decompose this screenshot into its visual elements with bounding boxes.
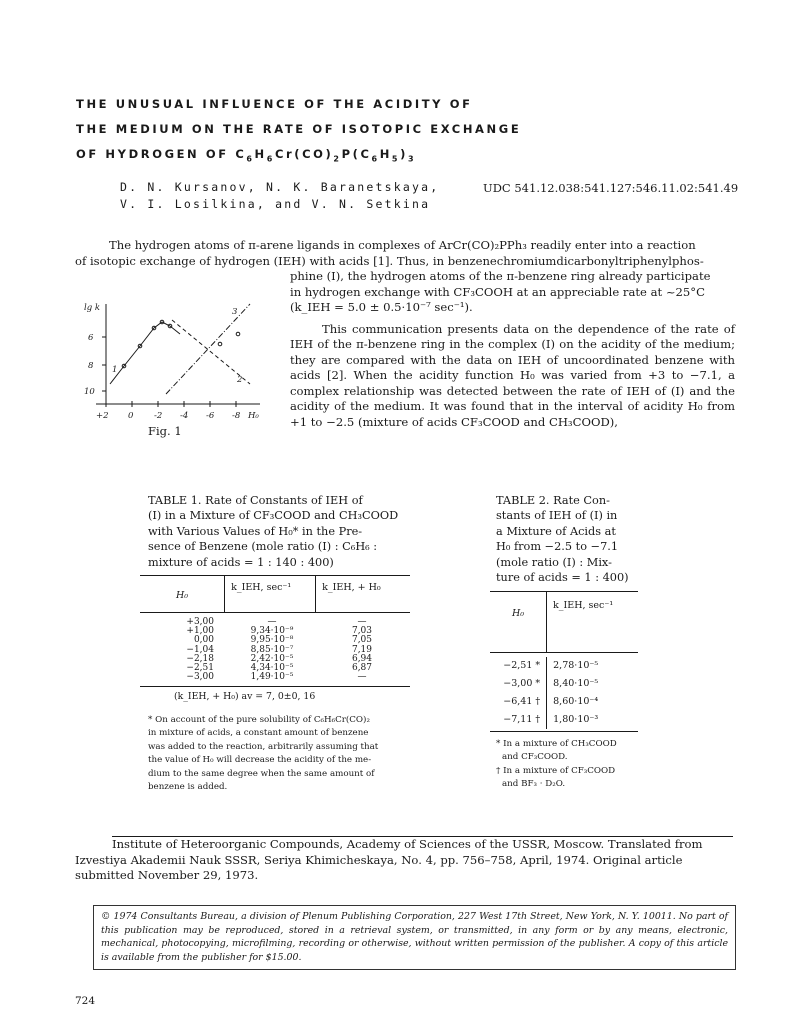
- table-2-footnotes: * In a mixture of CH₃COOD and CF₃COOD. † In a mixture of CF₃COOD and BF₃ · D₂O.: [496, 739, 617, 790]
- y-tick-label-6: 6: [88, 333, 94, 343]
- x-axis-label: H₀: [248, 411, 259, 421]
- table-1: [140, 575, 410, 702]
- table-1-average: (k_IEH, + H₀) av = 7, 0±0, 16: [174, 691, 316, 703]
- udc-code: UDC 541.12.038:541.127:546.11.02:541.49: [483, 181, 739, 195]
- table-row: +1,00: [186, 626, 214, 637]
- table-row: −7,11 †: [503, 714, 541, 725]
- figure-1-caption: Fig. 1: [148, 424, 182, 438]
- table-row: −6,41 †: [503, 696, 541, 707]
- table-2-col-h0: [490, 657, 546, 729]
- table-2-header: [490, 591, 638, 653]
- authors-line-1: D. N. Kursanov, N. K. Baranetskaya,: [120, 180, 440, 194]
- table-1-col-k-h0: — 7,03 7,05 7,19 6,94 6,87 —: [351, 617, 373, 683]
- intro-full-width: [75, 237, 735, 269]
- table-1-body: [140, 613, 410, 687]
- table-1-header: [140, 575, 410, 613]
- table-1-header-k: k_IEH, sec⁻¹: [224, 576, 315, 612]
- figure-1-plot: [82, 298, 282, 438]
- institute-note: Institute of Heteroorganic Compounds, Academy of Sciences of the USSR, Moscow. Translated from Izvestiya Akademii Nauk SSSR, Seriya Khimicheskaya, No. 4, pp. 756–758, April, 1974. Original article submitted November 29, 1973.: [75, 837, 703, 882]
- intro-right-line-1: phine (I), the hydrogen atoms of the π-benzene ring already participate: [290, 269, 711, 283]
- table-1-header-k-h0: k_IEH, + H₀: [315, 576, 410, 612]
- title-line-2: THE MEDIUM ON THE RATE OF ISOTOPIC EXCHANGE: [76, 122, 522, 136]
- intro-paragraph-2: This communication presents data on the dependence of the rate of IEH of the π-benzene ring in the complex (I) on the acidity of the medium; they are compared with the data on IEH of uncoordinated benzene with acids [2]. When the acidity function H₀ was varied from +3 to −7.1, a complex relationship was detected between the rate of IEH of (I) and the acidity of the medium. It was found that in the interval of acidity H₀ from +1 to −2.5 (mixture of acids CF₃COOD and CH₃COOD),: [290, 321, 735, 429]
- intro-right-line-2: in hydrogen exchange with CF₃COOH at an appreciable rate at ~25°C: [290, 284, 705, 299]
- page-number: 724: [75, 995, 96, 1007]
- table-row: −2,51: [186, 663, 214, 674]
- table-2-body: [490, 653, 638, 732]
- x-tick-label-m8: -8: [232, 411, 241, 421]
- y-tick-label-8: 8: [88, 361, 94, 371]
- table-2-header-h0: H₀: [511, 608, 525, 619]
- table-row: 0,00: [193, 635, 214, 646]
- table-2-col-k: 2,78·10⁻⁵ 8,40·10⁻⁵ 8,60·10⁻⁴ 1,80·10⁻³: [546, 657, 638, 729]
- authors-line-2: V. I. Losilkina, and V. N. Setkina: [120, 197, 431, 211]
- table-1-footnote: * On account of the pure solubility of C₆H₆Cr(CO)₂ in mixture of acids, a constant amount of benzene was added to the reaction, arbitrarily assuming that the value of H₀ will decrease the acidity of the me- dium to the same degree when the same amount of benzene is added.: [148, 715, 379, 793]
- table-row: +3,00: [186, 617, 214, 627]
- intro-line-1: The hydrogen atoms of π-arene ligands in complexes of ArCr(CO)₂PPh₃ readily enter into a reaction: [109, 238, 696, 252]
- title-line-1: THE UNUSUAL INFLUENCE OF THE ACIDITY OF: [76, 97, 473, 111]
- table-1-col-h0: [140, 618, 228, 682]
- curve-label-3: 3: [232, 307, 238, 317]
- x-tick-label-0: 0: [128, 411, 134, 421]
- intro-right-line-3: (k_IEH = 5.0 ± 0.5·10⁻⁷ sec⁻¹).: [290, 300, 473, 314]
- curve-label-2: 2: [237, 375, 243, 385]
- table-row: −3,00: [186, 672, 214, 683]
- intro-right-column: [290, 269, 735, 430]
- x-tick-label-p2: +2: [96, 411, 109, 421]
- table-row: −2,51 *: [503, 660, 541, 671]
- table-1-header-h0: H₀: [175, 590, 189, 601]
- curve-1: [110, 322, 180, 384]
- x-tick-label-m4: -4: [180, 411, 189, 421]
- x-tick-label-m6: -6: [206, 411, 215, 421]
- y-tick-label-10: 10: [84, 387, 95, 397]
- table-row: −3,00 *: [503, 678, 541, 689]
- table-2-header-k: k_IEH, sec⁻¹: [546, 592, 638, 652]
- figure-1: [82, 298, 282, 438]
- curve-label-1: 1: [112, 365, 118, 375]
- intro-line-2: of isotopic exchange of hydrogen (IEH) with acids [1]. Thus, in benzenechromiumdicarbonyltriphenylphos-: [75, 254, 704, 268]
- title-line-3: OF HYDROGEN OF $C_6H_6Cr(CO)_2P(C_6H_5)_3$: [76, 147, 417, 164]
- x-tick-label-m2: -2: [154, 411, 163, 421]
- table-2-caption: TABLE 2. Rate Con- stants of IEH of (I) in a Mixture of Acids at H₀ from −2.5 to −7.1 (mole ratio (I) : Mix- ture of acids = 1 : 400): [496, 494, 629, 585]
- table-row: −1,04: [186, 644, 214, 655]
- table-row: −2,18: [186, 653, 214, 664]
- copyright-box: © 1974 Consultants Bureau, a division of Plenum Publishing Corporation, 227 West 17th Street, New York, N. Y. 10011. No part of this publication may be reproduced, stored in a retrieval system, or transmitted, in any form or by any means, electronic, mechanical, photocopying, microfilming, recording or otherwise, without written permission of the publisher. A copy of this article is available from the publisher for $15.00.: [93, 905, 736, 970]
- table-1-col-k: — 9,34·10⁻⁹ 9,95·10⁻⁸ 8,85·10⁻⁷ 2,42·10⁻⁵ 4,34·10⁻⁵ 1,49·10⁻⁵: [250, 617, 294, 683]
- table-2: [490, 591, 638, 732]
- table-1-caption: TABLE 1. Rate of Constants of IEH of (I) in a Mixture of CF₃COOD and CH₃COOD with Various Values of H₀* in the Pre- sence of Benzene (mole ratio (I) : C₆H₆ : mixture of acids = 1 : 140 : 400): [148, 494, 399, 569]
- y-axis-label: lg k: [84, 303, 101, 313]
